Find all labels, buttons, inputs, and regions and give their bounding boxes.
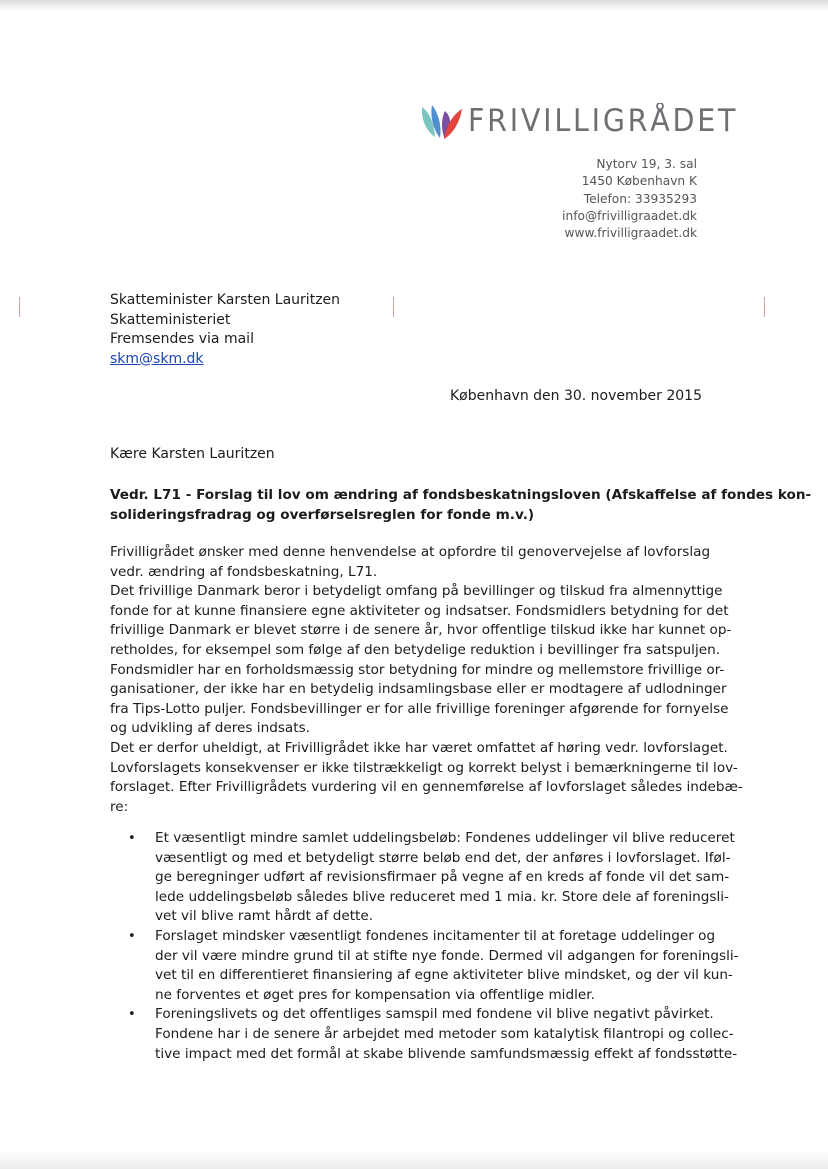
sender-website: www.frivilligraadet.dk (564, 226, 697, 241)
scan-mark-right (764, 297, 765, 317)
recipient-name: Skatteminister Karsten Lauritzen (110, 292, 341, 308)
sender-address (562, 156, 697, 242)
body-line: Frivilligrådet ønsker med denne henvendelse at opfordre til genovervejelse af lovforslag (110, 544, 711, 560)
bullet-line: Fondene har i de senere år arbejdet med metoder som katalytisk filantropi og collec- (155, 1025, 734, 1042)
scan-edge-top (0, 0, 828, 12)
body-line: retholdes, for eksempel som følge af den betydelige reduktion i bevillinger fra satspuljen. (110, 641, 721, 658)
subject-line: solideringsfradrag og overførselsreglen for fonde m.v.) (110, 507, 535, 523)
list-item (128, 829, 735, 927)
scan-mark-left (19, 297, 20, 317)
bullet-line: Et væsentligt mindre samlet uddelingsbeløb: Fondenes uddelinger vil blive reduceret (155, 830, 735, 846)
bullet-line: vet vil blive ramt hårdt af dette. (155, 908, 374, 925)
list-item (128, 1005, 738, 1064)
logo-wordmark: FRIVILLIGRÅDET (468, 103, 739, 139)
bullet-line: lede uddelingsbeløb således blive reduceret med 1 mia. kr. Store dele af foreningsli- (155, 888, 729, 905)
delivery-note: Fremsendes via mail (110, 331, 254, 347)
subject-heading (110, 485, 812, 525)
bullet-dot: • (128, 1007, 136, 1023)
body-line: Det er derfor uheldigt, at Frivilligrådet ikke har været omfattet af høring vedr. lovforslaget. (110, 739, 728, 756)
scan-mark-center (393, 297, 394, 317)
sender-email: info@frivilligraadet.dk (562, 208, 697, 223)
bullet-line: Forslaget mindsker væsentligt fondenes incitamenter til at foretage uddelinger og (155, 927, 716, 944)
sender-phone: Telefon: 33935293 (583, 191, 697, 206)
bullet-line: vet til en differentieret finansiering af egne aktiviteter blive mindsket, og der vil kun- (155, 967, 733, 984)
leaf-logo-icon (418, 101, 464, 141)
list-item (128, 927, 739, 1005)
bullet-line: ne forventes et øget pres for kompensation via offentlige midler. (155, 986, 595, 1003)
body-line: frivillige Danmark er blevet større i de senere år, hvor offentlige tilskud ikke har kunnet op- (110, 622, 732, 639)
body-line: ganisationer, der ikke har en betydelig indsamlingsbase eller er modtagere af udlodninger (110, 681, 727, 698)
bullet-line: der vil være mindre grund til at stifte nye fonde. Dermed vil adgangen for foreningsli- (155, 947, 739, 964)
body-line: Det frivillige Danmark beror i betydeligt omfang på bevillinger og tilskud fra almennyttige (110, 583, 723, 600)
bullet-line: væsentligt og med et betydeligt større beløb end det, der anføres i lovforslaget. Iføl- (155, 849, 731, 866)
subject-line: Vedr. L71 - Forslag til lov om ændring af fondsbeskatningsloven (Afskaffelse af fondes kon- (110, 487, 812, 503)
salutation: Kære Karsten Lauritzen (110, 446, 275, 462)
body-line: re: (110, 798, 129, 815)
bullet-line: tive impact med det formål at skabe blivende samfundsmæssig effekt af fondsstøtte- (155, 1045, 738, 1062)
recipient-block (110, 291, 340, 369)
frivilligraadet-logo (418, 98, 762, 144)
body-line: Fondsmidler har en forholdsmæssig stor betydning for mindre og mellemstore frivillige or- (110, 661, 725, 678)
recipient-email-link[interactable]: skm@skm.dk (110, 350, 204, 367)
sender-street: Nytorv 19, 3. sal (596, 157, 697, 171)
bullet-dot: • (128, 831, 136, 846)
body-line: fonde for at kunne finansiere egne aktiviteter og indsatser. Fondsmidlers betydning for det (110, 602, 729, 619)
sender-city: 1450 København K (581, 174, 697, 189)
body-line: Lovforslagets konsekvenser er ikke tilstrækkeligt og korrekt belyst i bemærkningerne til lov- (110, 759, 738, 776)
recipient-organization: Skatteministeriet (110, 311, 231, 328)
body-line: og udvikling af deres indsats. (110, 720, 310, 737)
bullet-dot: • (128, 928, 136, 944)
bullet-line: Foreningslivets og det offentliges samspil med fondene vil blive negativt påvirket. (155, 1006, 714, 1023)
bullet-list (128, 829, 739, 1064)
body-line: fra Tips-Lotto puljer. Fondsbevillinger er for alle frivillige foreninger afgørende for fornyelse (110, 700, 729, 717)
letter-date: København den 30. november 2015 (449, 388, 702, 404)
body-line: vedr. ændring af fondsbeskatning, L71. (110, 563, 378, 580)
letter-body (110, 543, 743, 817)
bullet-line: ge beregninger udført af revisionsfirmaer på vegne af en kreds af fonde vil det sam- (155, 869, 730, 886)
scan-edge-bottom (0, 1150, 828, 1169)
body-line: forslaget. Efter Frivilligrådets vurdering vil en gennemførelse af lovforslaget således indebæ- (110, 779, 743, 796)
